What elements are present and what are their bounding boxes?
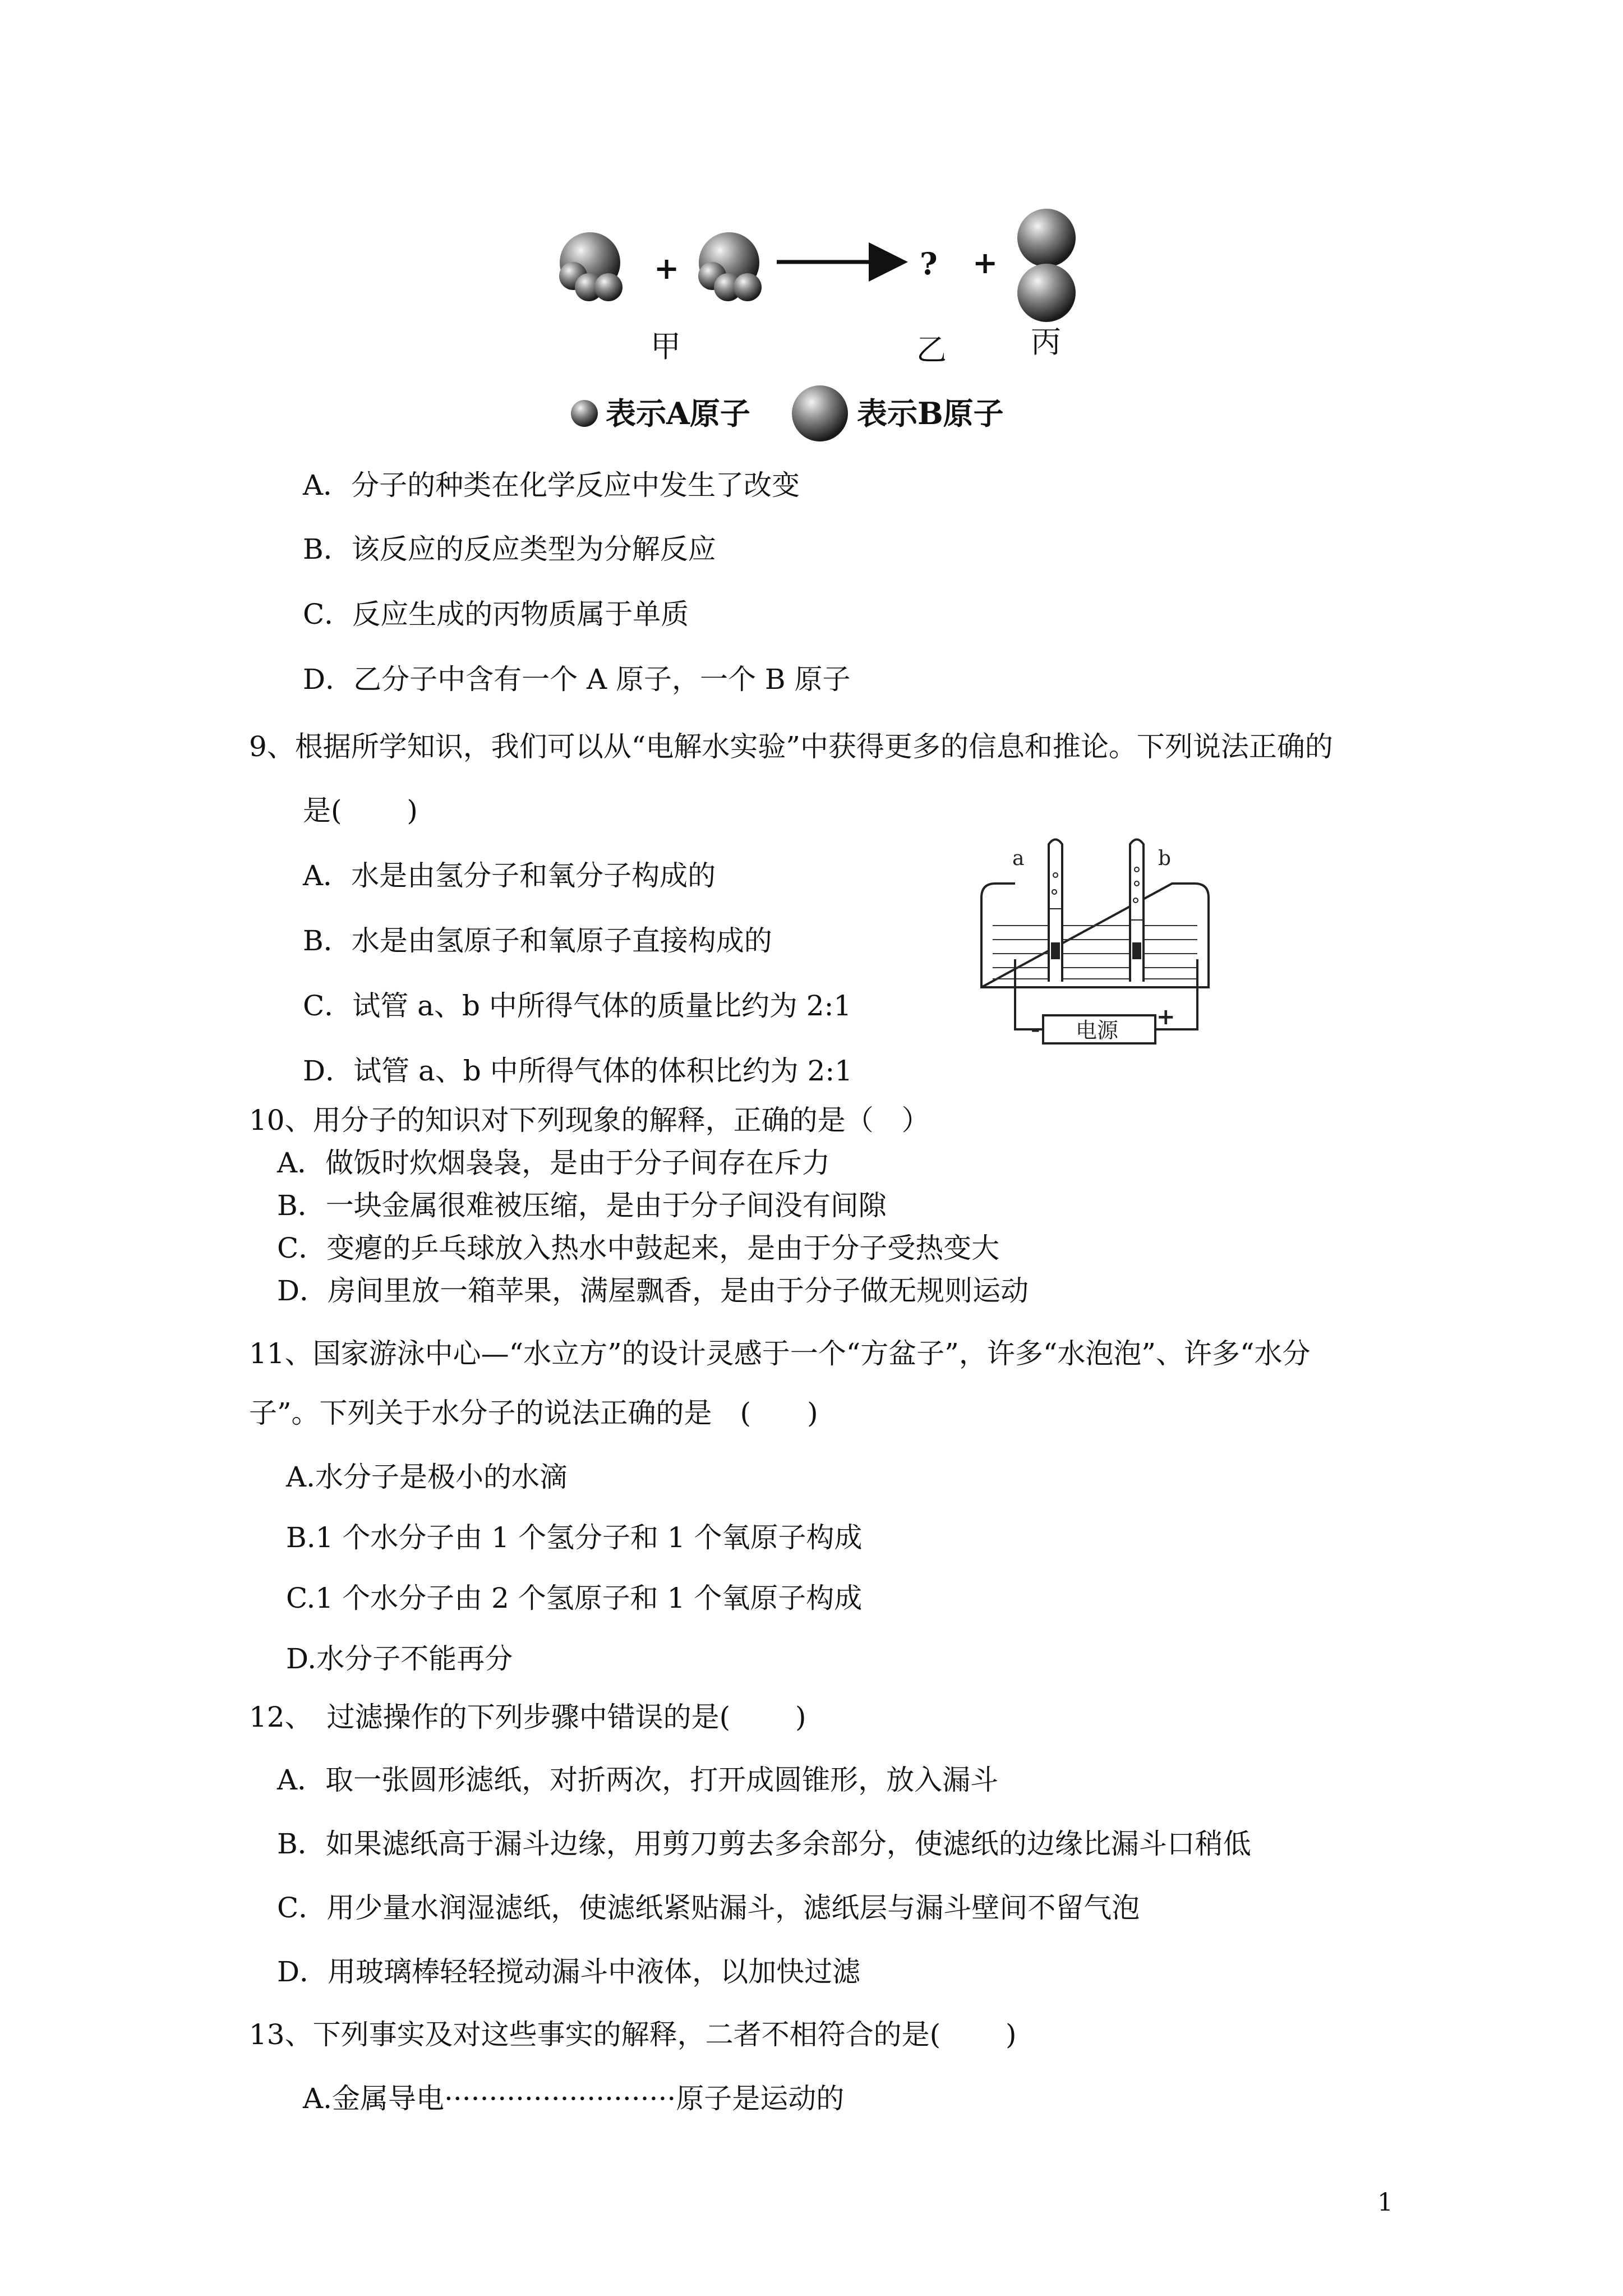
q8-option-a: A．分子的种类在化学反应中发生了改变 <box>303 469 800 501</box>
molecule-bing <box>1017 209 1076 322</box>
q8-option-c: C．反应生成的丙物质属于单质 <box>303 598 689 631</box>
q11-option-d: D.水分子不能再分 <box>286 1642 513 1675</box>
power-plus: + <box>1156 1004 1175 1030</box>
q10-option-c: C．变瘪的乒乓球放入热水中鼓起来，是由于分子受热变大 <box>277 1232 1000 1264</box>
q13-option-a: A.金属导电··························原子是运动的 <box>303 2082 845 2115</box>
q11-stem-line1: 11、国家游泳中心—“水立方”的设计灵感于一个“方盆子”，许多“水泡泡”、许多“水分 <box>249 1337 1311 1370</box>
q9-option-b: B．水是由氢原子和氧原子直接构成的 <box>303 924 772 957</box>
label-yi: 乙 <box>916 332 947 367</box>
legend-a-atom <box>571 400 598 427</box>
tube-b-label: b <box>1158 847 1172 870</box>
label-jia: 甲 <box>651 329 681 364</box>
electrolysis-diagram <box>970 830 1228 1066</box>
q12-stem: 12、 过滤操作的下列步骤中错误的是( ) <box>249 1701 806 1733</box>
plus-sign-1: + <box>654 250 680 286</box>
q10-stem: 10、用分子的知识对下列现象的解释，正确的是（ ） <box>249 1104 930 1137</box>
q8-option-b: B．该反应的反应类型为分解反应 <box>303 533 716 565</box>
molecule-jia <box>559 232 623 301</box>
q12-option-d: D．用玻璃棒轻轻搅动漏斗中液体，以加快过滤 <box>277 1955 861 1988</box>
q10-option-b: B．一块金属很难被压缩，是由于分子间没有间隙 <box>277 1189 887 1222</box>
legend-b-atom <box>792 385 848 441</box>
power-minus: - <box>1031 1016 1040 1042</box>
legend-a-text: 表示A原子 <box>606 395 750 431</box>
unknown-product: ? <box>920 246 938 282</box>
q9-option-d: D．试管 a、b 中所得气体的体积比约为 2:1 <box>303 1055 853 1087</box>
plus-sign-2: + <box>972 245 998 280</box>
q12-option-c: C．用少量水润湿滤纸，使滤纸紧贴漏斗，滤纸层与漏斗壁间不留气泡 <box>277 1892 1140 1924</box>
q12-option-a: A．取一张圆形滤纸，对折两次，打开成圆锥形，放入漏斗 <box>277 1764 999 1796</box>
q9-option-a: A．水是由氢分子和氧分子构成的 <box>303 859 716 892</box>
test-tube-a <box>1049 840 1062 982</box>
q9-option-c: C．试管 a、b 中所得气体的质量比约为 2:1 <box>303 990 852 1022</box>
q11-option-a: A.水分子是极小的水滴 <box>286 1461 568 1493</box>
molecule-jia-2 <box>698 232 762 301</box>
q9-stem-line1: 9、根据所学知识，我们可以从“电解水实验”中获得更多的信息和推论。下列说法正确的 <box>249 730 1333 763</box>
q11-option-b: B.1 个水分子由 1 个氢分子和 1 个氧原子构成 <box>286 1521 863 1554</box>
q12-option-b: B．如果滤纸高于漏斗边缘，用剪刀剪去多余部分，使滤纸的边缘比漏斗口稍低 <box>277 1828 1251 1860</box>
page-number: 1 <box>1377 2188 1393 2217</box>
reaction-diagram <box>0 0 1623 449</box>
label-bing: 丙 <box>1031 324 1061 360</box>
power-label: 电源 <box>1076 1018 1119 1043</box>
q10-option-a: A．做饭时炊烟袅袅，是由于分子间存在斥力 <box>277 1147 831 1179</box>
tube-a-label: a <box>1012 847 1025 870</box>
q8-option-d: D．乙分子中含有一个 A 原子，一个 B 原子 <box>303 663 851 696</box>
test-tube-b <box>1130 840 1144 982</box>
q10-option-d: D．房间里放一箱苹果，满屋飘香，是由于分子做无规则运动 <box>277 1274 1029 1307</box>
q9-stem-line2: 是( ) <box>303 794 418 827</box>
q11-stem-line2: 子”。下列关于水分子的说法正确的是 ( ) <box>249 1397 818 1429</box>
q11-option-c: C.1 个水分子由 2 个氢原子和 1 个氧原子构成 <box>286 1582 863 1614</box>
q13-stem: 13、下列事实及对这些事实的解释，二者不相符合的是( ) <box>249 2018 1017 2051</box>
legend-b-text: 表示B原子 <box>857 395 1004 431</box>
